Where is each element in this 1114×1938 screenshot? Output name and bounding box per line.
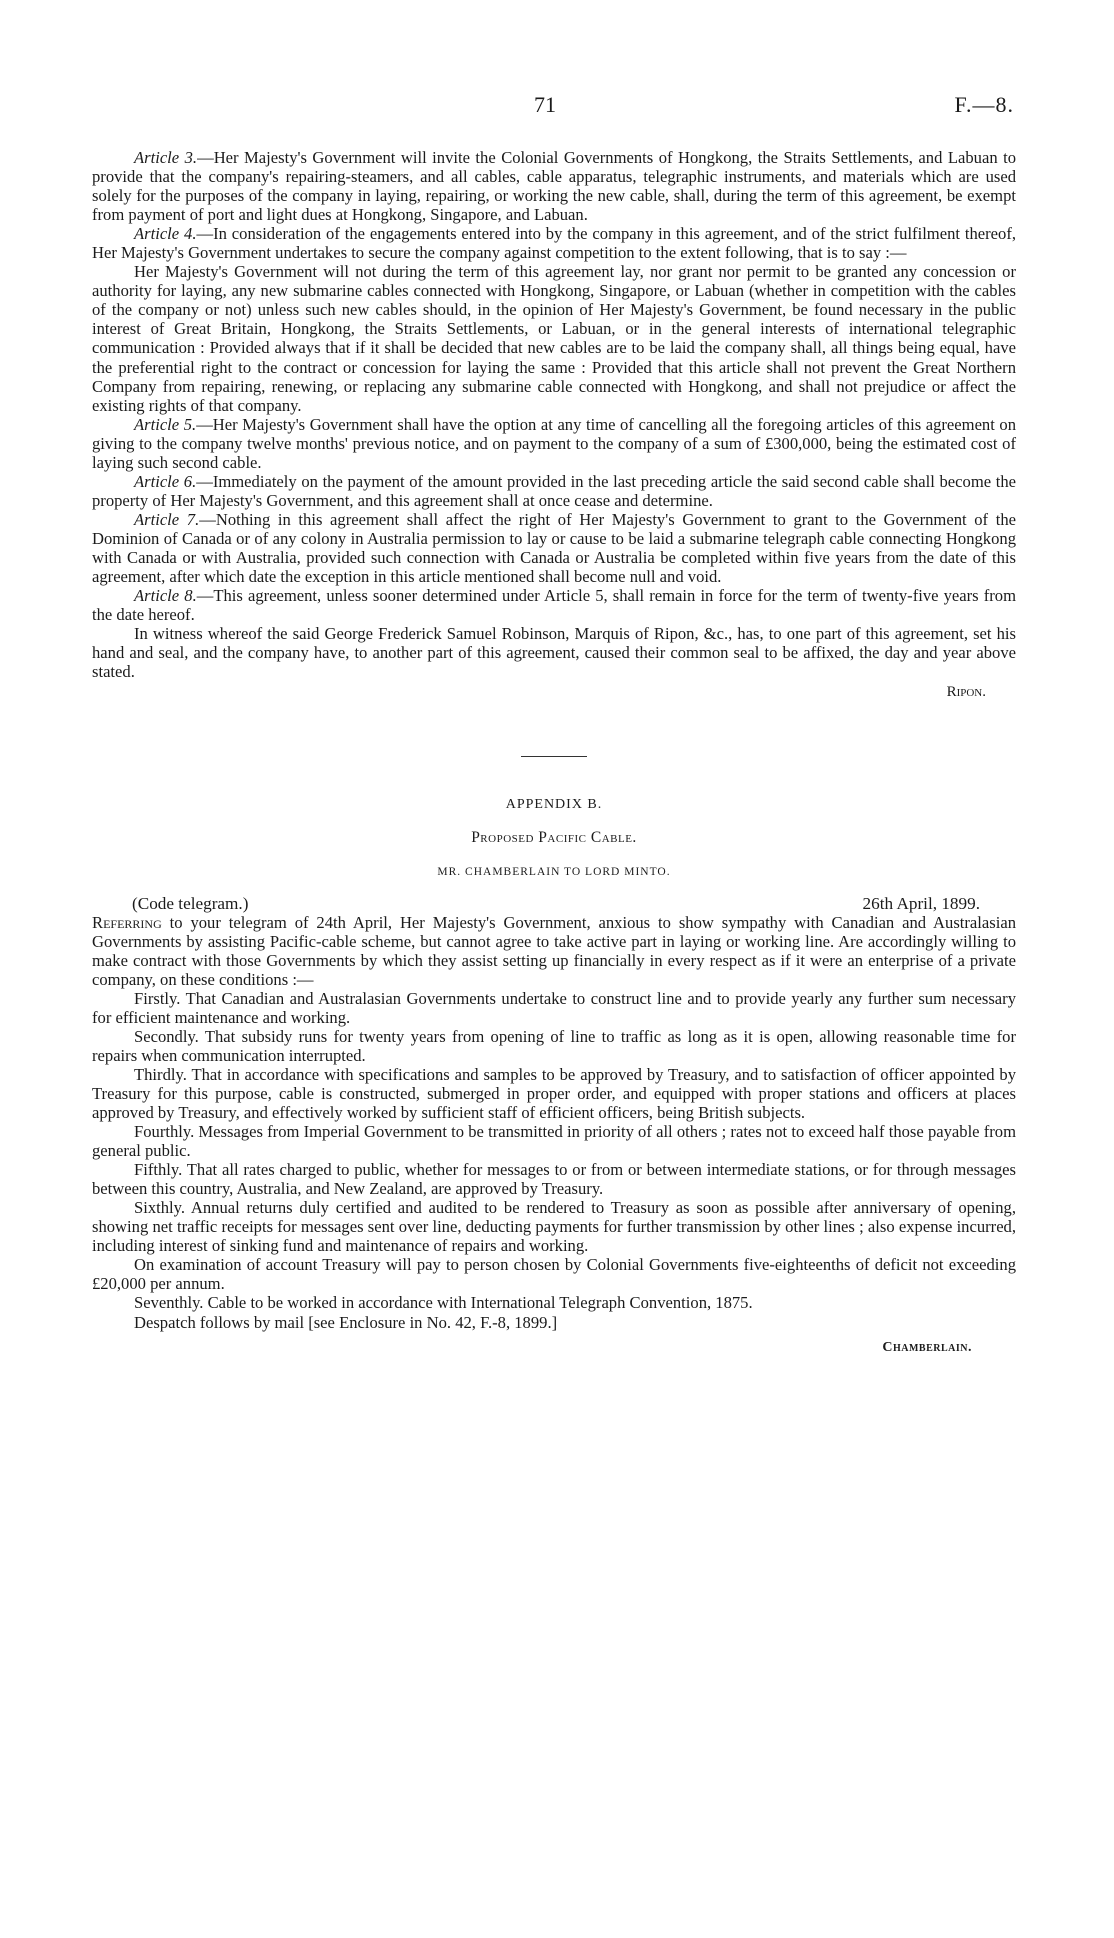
article-6-paragraph (92, 472, 1016, 510)
condition-sixthly: Sixthly. Annual returns duly certified and audited to be rendered to Treasury as soon as possible after anniversary of opening, showing net traffic receipts for messages sent over line, deducting payments for further transmission by other lines ; also expense incurred, including interest of sinking fund and maintenance of repairs and working. (92, 1198, 1016, 1256)
article-3-text: —Her Majesty's Government will invite the Colonial Governments of Hongkong, the Straits Settlements, and Labuan to provide that the company's repairing-steamers, and all cables, cable apparatus, telegraphic instruments, and materials which are used solely for the purposes of the company in laying, repairing, or working the new cable, shall, during the term of this agreement, be exempt from payment of port and light dues at Hongkong, Singapore, and Labuan. (92, 148, 1017, 225)
article-3-paragraph (92, 148, 1016, 224)
article-4-continuation: Her Majesty's Government will not during the term of this agreement lay, nor grant nor permit to be granted any concession or authority for laying, any new submarine cables connected with Hongkong, Singapore, or Labuan (whether in competition with the cables of the company or not) unless such new cables should, in the opinion of Her Majesty's Government, be found necessary in the public interest of Great Britain, Hongkong, the Straits Settlements, or Labuan, or in the general interests of international telegraphic communication : Provided always that if it shall be decided that new cables are to be laid the company shall, all things being equal, have the preferential right to the contract or concession for laying the same : Provided that this article shall not prevent the Great Northern Company from repairing, renewing, or replacing any submarine cable connected with Hongkong, and shall not prejudice or affect the existing rights of that company. (92, 262, 1016, 415)
article-7-text: —Nothing in this agreement shall affect the right of Her Majesty's Government to grant to the Government of the Dominion of Canada or of any colony in Australia permission to lay or cause to be laid a submarine telegraph cable connecting Hongkong with Canada or with Australia, provided such connection with Canada or Australia be completed within five years from the date of this agreement, after which date the exception in this article mentioned shall become null and void. (92, 509, 1016, 587)
telegram-date: 26th April, 1899. (862, 893, 980, 913)
article-6-text: —Immediately on the payment of the amount provided in the last preceding article the said second cable shall become the property of Her Majesty's Government, and this agreement shall at once cease and determine. (92, 471, 1016, 510)
article-7-label: Article 7. (134, 509, 200, 529)
condition-secondly: Secondly. That subsidy runs for twenty years from opening of line to traffic as long as it is open, allowing reasonable time for repairs when communication interrupted. (92, 1026, 1016, 1065)
condition-firstly: Firstly. That Canadian and Australasian Governments undertake to construct line and to provide yearly any further sum necessary for efficient maintenance and working. (92, 988, 1016, 1027)
article-5-text: —Her Majesty's Government shall have the option at any time of cancelling all the foregoing articles of this agreement on giving to the company twelve months' previous notice, and on payment to the company of a sum of £300,000, being the estimated cost of laying such second cable. (92, 414, 1017, 472)
article-4-text: —In consideration of the engagements entered into by the company in this agreement, and of the strict fulfilment thereof, Her Majesty's Government undertakes to secure the company against competition to the extent following, that is to say :— (92, 224, 1016, 263)
page-header (0, 92, 1114, 122)
document-body (92, 148, 1016, 1357)
condition-fourthly: Fourthly. Messages from Imperial Government to be transmitted in priority of all others ; rates not to exceed half those payable from general public. (92, 1122, 1016, 1161)
section-divider (521, 756, 587, 757)
article-8-label: Article 8. (134, 586, 197, 606)
article-8-text: —This agreement, unless sooner determined under Article 5, shall remain in force for the term of twenty-five years from the date hereof. (92, 586, 1017, 625)
page-number: 71 (534, 92, 556, 117)
telegram-intro-text: to your telegram of 24th April, Her Majesty's Government, anxious to show sympathy with Canadian and Australasian Governments by assisting Pacific-cable scheme, but cannot agree to take active part in laying or working line. Are accordingly willing to make contract with those Governments by which they assist setting up financially in every respect as if it were an enterprise of a private company, on these conditions :— (92, 912, 1016, 989)
treasury-payment-paragraph: On examination of account Treasury will pay to person chosen by Colonial Governments five-eighteenths of deficit not exceeding £20,000 per annum. (92, 1255, 1016, 1294)
appendix-heading: APPENDIX B. (505, 797, 603, 813)
telegram-subheading: MR. CHAMBERLAIN TO LORD MINTO. (437, 865, 671, 878)
code-telegram-label: (Code telegram.) (132, 893, 249, 913)
chamberlain-signature: Chamberlain. (882, 1339, 972, 1355)
telegram-intro-paragraph (92, 913, 1016, 989)
article-5-label: Article 5. (134, 414, 197, 434)
article-4-paragraph (92, 224, 1016, 262)
condition-seventhly: Seventhly. Cable to be worked in accordance with International Telegraph Convention, 1875. (134, 1293, 753, 1313)
appendix-title: Proposed Pacific Cable. (471, 829, 637, 847)
article-8-paragraph (92, 586, 1016, 624)
condition-thirdly: Thirdly. That in accordance with specifications and samples to be approved by Treasury, and to satisfaction of officer appointed by Treasury for this purpose, cable is constructed, submerged in proper order, and equipped with proper stations and officers at places approved by Treasury, and effectively worked by sufficient staff of efficient officers, being British subjects. (92, 1064, 1016, 1123)
article-4-label: Article 4. (134, 224, 197, 244)
telegram-meta-row (92, 894, 1016, 913)
telegram-intro-lead: Referring (92, 912, 162, 932)
article-6-label: Article 6. (134, 471, 197, 491)
witness-paragraph: In witness whereof the said George Frederick Samuel Robinson, Marquis of Ripon, &c., has, to one part of this agreement, set his hand and seal, and the company have, to another part of this agreement, caused their common seal to be affixed, the day and year above stated. (92, 624, 1016, 682)
despatch-note: Despatch follows by mail [see Enclosure in No. 42, F.-8, 1899.] (134, 1312, 558, 1332)
document-reference: F.—8. (954, 92, 1014, 117)
condition-fifthly: Fifthly. That all rates charged to public, whether for messages to or from or between intermediate stations, or for through messages between this country, Australia, and New Zealand, are approved by Treasury. (92, 1160, 1016, 1199)
article-5-paragraph (92, 415, 1016, 472)
article-7-paragraph (92, 510, 1016, 586)
ripon-signature: Ripon. (946, 684, 986, 701)
article-3-label: Article 3. (134, 148, 198, 167)
